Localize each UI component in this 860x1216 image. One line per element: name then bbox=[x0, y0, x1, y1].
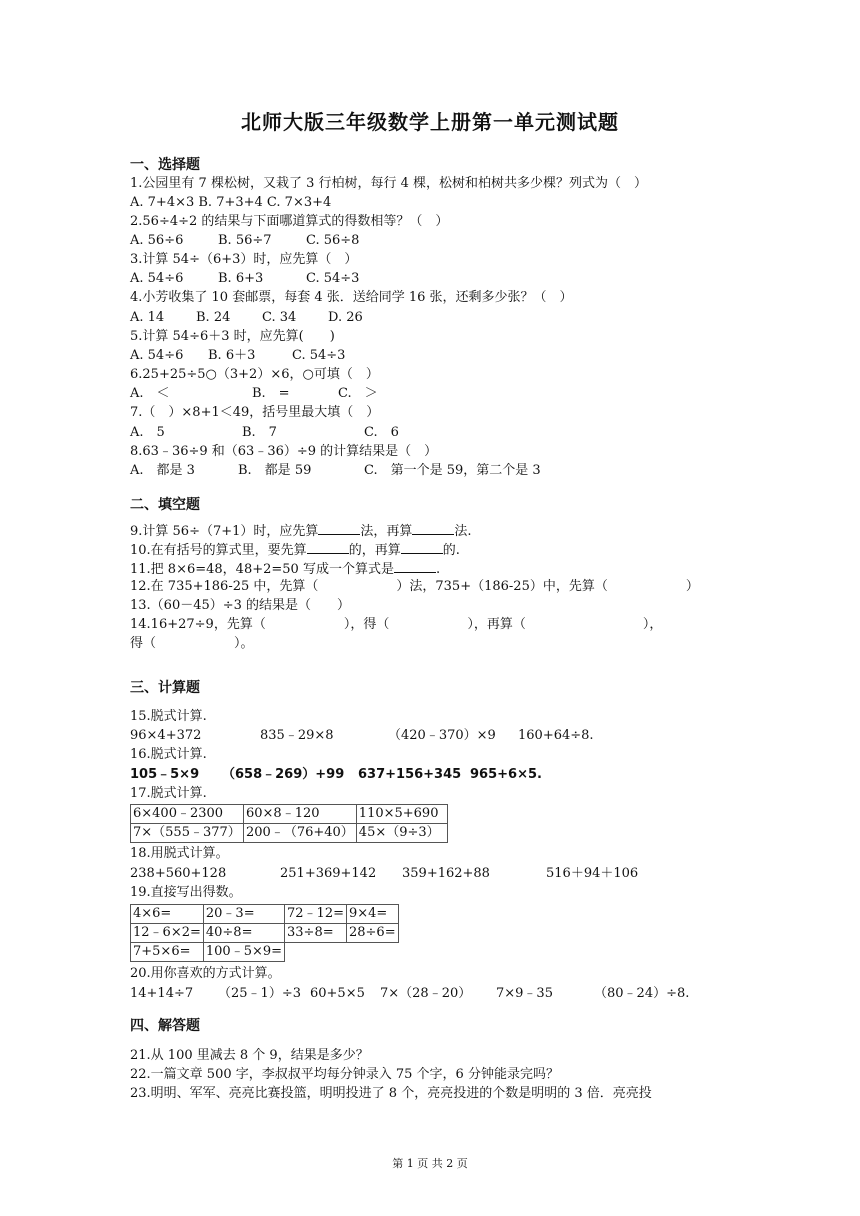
question-7-options bbox=[130, 425, 399, 441]
option: A. ＜ bbox=[130, 386, 170, 401]
expression: 105﹣5×9 bbox=[130, 767, 200, 782]
question-9: 9.计算 56÷（7+1）时，应先算 法，再算 法. bbox=[130, 524, 472, 539]
question-6-options bbox=[130, 386, 378, 402]
answer-blank[interactable] bbox=[394, 560, 436, 573]
option: B. 56÷7 bbox=[218, 233, 272, 248]
option: A. 都是 3 bbox=[130, 463, 195, 478]
option: C. 54÷3 bbox=[292, 348, 346, 363]
table-cell: 72﹣12= bbox=[285, 905, 347, 924]
question-15: 15.脱式计算. bbox=[130, 709, 207, 724]
expression: 96×4+372 bbox=[130, 728, 202, 743]
question-3-options bbox=[130, 271, 359, 287]
question-23: 23.明明、军军、亮亮比赛投篮，明明投进了 8 个，亮亮投进的个数是明明的 3 倍．亮亮投 bbox=[130, 1086, 652, 1101]
question-3: 3.计算 54÷（6+3）时，应先算（ ） bbox=[130, 252, 358, 267]
option: C. 6 bbox=[364, 425, 399, 440]
table-cell: 110×5+690 bbox=[356, 805, 447, 824]
question-2: 2.56÷4÷2 的结果与下面哪道算式的得数相等？（ ） bbox=[130, 214, 449, 229]
option: A. 54÷6 bbox=[130, 348, 184, 363]
option: C. ＞ bbox=[338, 386, 378, 401]
question-17-table bbox=[130, 804, 448, 843]
table-cell: 7×（555﹣377） bbox=[131, 824, 244, 843]
expression: 7×9﹣35 bbox=[496, 986, 553, 1001]
table-cell bbox=[285, 943, 347, 962]
question-5-options bbox=[130, 348, 345, 364]
expression: 359+162+88 bbox=[402, 866, 490, 881]
question-12: 12.在 735+186-25 中，先算（ ）法，735+（186-25）中，先算（ ） bbox=[130, 579, 699, 594]
table-row bbox=[131, 905, 399, 924]
expression: （25﹣1）÷3 bbox=[218, 986, 301, 1001]
expression: 160+64÷8. bbox=[518, 728, 594, 743]
question-20-expressions bbox=[130, 986, 689, 1002]
answer-blank[interactable] bbox=[412, 522, 454, 535]
question-19-table bbox=[130, 904, 399, 962]
option: B. 7 bbox=[242, 425, 277, 440]
question-14: 14.16+27÷9，先算（ ），得（ ），再算（ ）， bbox=[130, 617, 663, 632]
section-heading-answer: 四、解答题 bbox=[130, 1018, 200, 1034]
table-cell: 6×400﹣2300 bbox=[131, 805, 244, 824]
expression: 60+5×5 bbox=[310, 986, 365, 1001]
question-14-continued: 得（ ）。 bbox=[130, 636, 254, 651]
table-cell: 60×8﹣120 bbox=[244, 805, 357, 824]
page-title: 北师大版三年级数学上册第一单元测试题 bbox=[241, 110, 619, 134]
option: B. 6+3 bbox=[218, 271, 264, 286]
question-4-options bbox=[130, 310, 363, 326]
option: A. 56÷6 bbox=[130, 233, 184, 248]
option: A. 54÷6 bbox=[130, 271, 184, 286]
question-21: 21.从 100 里减去 8 个 9，结果是多少？ bbox=[130, 1048, 369, 1063]
table-cell bbox=[347, 943, 399, 962]
table-row bbox=[131, 943, 399, 962]
expression: 238+560+128 bbox=[130, 866, 227, 881]
expression: （420﹣370）×9 bbox=[388, 728, 496, 743]
option: C. 56÷8 bbox=[306, 233, 360, 248]
table-row bbox=[131, 805, 448, 824]
option: D. 26 bbox=[328, 310, 363, 325]
page-footer: 第 1 页 共 2 页 bbox=[392, 1157, 468, 1170]
question-13: 13.（60－45）÷3 的结果是（ ） bbox=[130, 598, 351, 613]
option: C. 34 bbox=[262, 310, 297, 325]
question-4: 4.小芳收集了 10 套邮票，每套 4 张．送给同学 16 张，还剩多少张？（ ） bbox=[130, 290, 573, 305]
table-cell: 7+5×6= bbox=[131, 943, 204, 962]
question-7: 7.（ ）×8+1＜49，括号里最大填（ ） bbox=[130, 405, 380, 420]
table-cell: 33÷8= bbox=[285, 924, 347, 943]
table-cell: 20﹣3= bbox=[203, 905, 284, 924]
table-cell: 12﹣6×2= bbox=[131, 924, 204, 943]
answer-blank[interactable] bbox=[401, 541, 443, 554]
question-18-expressions bbox=[130, 866, 638, 882]
table-row bbox=[131, 824, 448, 843]
question-6: 6.25+25÷5○（3+2）×6，○可填（ ） bbox=[130, 367, 379, 382]
expression: 7×（28﹣20） bbox=[380, 986, 472, 1001]
option: B. 都是 59 bbox=[238, 463, 312, 478]
table-cell: 40÷8= bbox=[203, 924, 284, 943]
question-20: 20.用你喜欢的方式计算。 bbox=[130, 966, 281, 981]
table-cell: 4×6= bbox=[131, 905, 204, 924]
table-cell: 200﹣（76+40） bbox=[244, 824, 357, 843]
question-16-expressions bbox=[130, 767, 542, 783]
option: B. = bbox=[252, 386, 290, 401]
question-8: 8.63﹣36÷9 和（63﹣36）÷9 的计算结果是（ ） bbox=[130, 444, 438, 459]
option: B. 6＋3 bbox=[208, 348, 256, 363]
question-15-expressions bbox=[130, 728, 594, 744]
question-11: 11.把 8×6=48，48+2=50 写成一个算式是 . bbox=[130, 562, 441, 577]
question-1: 1.公园里有 7 棵松树，又栽了 3 行柏树，每行 4 棵，松树和柏树共多少棵？列式为（ ） bbox=[130, 176, 648, 191]
question-22: 22.一篇文章 500 字，李叔叔平均每分钟录入 75 个字，6 分钟能录完吗？ bbox=[130, 1067, 559, 1082]
table-row bbox=[131, 924, 399, 943]
question-18: 18.用脱式计算。 bbox=[130, 846, 229, 861]
answer-blank[interactable] bbox=[307, 541, 349, 554]
expression: 965+6×5. bbox=[470, 767, 542, 782]
question-10: 10.在有括号的算式里，要先算 的，再算 的. bbox=[130, 543, 460, 558]
section-heading-calc: 三、计算题 bbox=[130, 680, 200, 696]
option: C. 第一个是 59，第二个是 3 bbox=[364, 463, 541, 478]
expression: 637+156+345 bbox=[358, 767, 462, 782]
section-heading-fill: 二、填空题 bbox=[130, 497, 200, 513]
expression: （80﹣24）÷8. bbox=[594, 986, 690, 1001]
table-cell: 9×4= bbox=[347, 905, 399, 924]
option: A. 5 bbox=[130, 425, 165, 440]
expression: 516＋94＋106 bbox=[546, 866, 639, 881]
question-2-options bbox=[130, 233, 359, 249]
table-cell: 28÷6= bbox=[347, 924, 399, 943]
table-cell: 45×（9÷3） bbox=[356, 824, 447, 843]
section-heading-choice: 一、选择题 bbox=[130, 157, 200, 173]
question-17: 17.脱式计算. bbox=[130, 786, 207, 801]
expression: 835﹣29×8 bbox=[260, 728, 334, 743]
expression: 14+14÷7 bbox=[130, 986, 194, 1001]
option: A. 14 bbox=[130, 310, 165, 325]
expression: （658﹣269）+99 bbox=[222, 767, 345, 782]
question-16: 16.脱式计算. bbox=[130, 747, 207, 762]
table-cell: 100﹣5×9= bbox=[203, 943, 284, 962]
question-8-options bbox=[130, 463, 541, 479]
option: C. 54÷3 bbox=[306, 271, 360, 286]
question-5: 5.计算 54÷6＋3 时，应先算( ) bbox=[130, 329, 335, 344]
expression: 251+369+142 bbox=[280, 866, 377, 881]
answer-blank[interactable] bbox=[318, 522, 360, 535]
question-19: 19.直接写出得数。 bbox=[130, 885, 242, 900]
question-1-options: A. 7+4×3 B. 7+3+4 C. 7×3+4 bbox=[130, 195, 332, 210]
option: B. 24 bbox=[196, 310, 231, 325]
